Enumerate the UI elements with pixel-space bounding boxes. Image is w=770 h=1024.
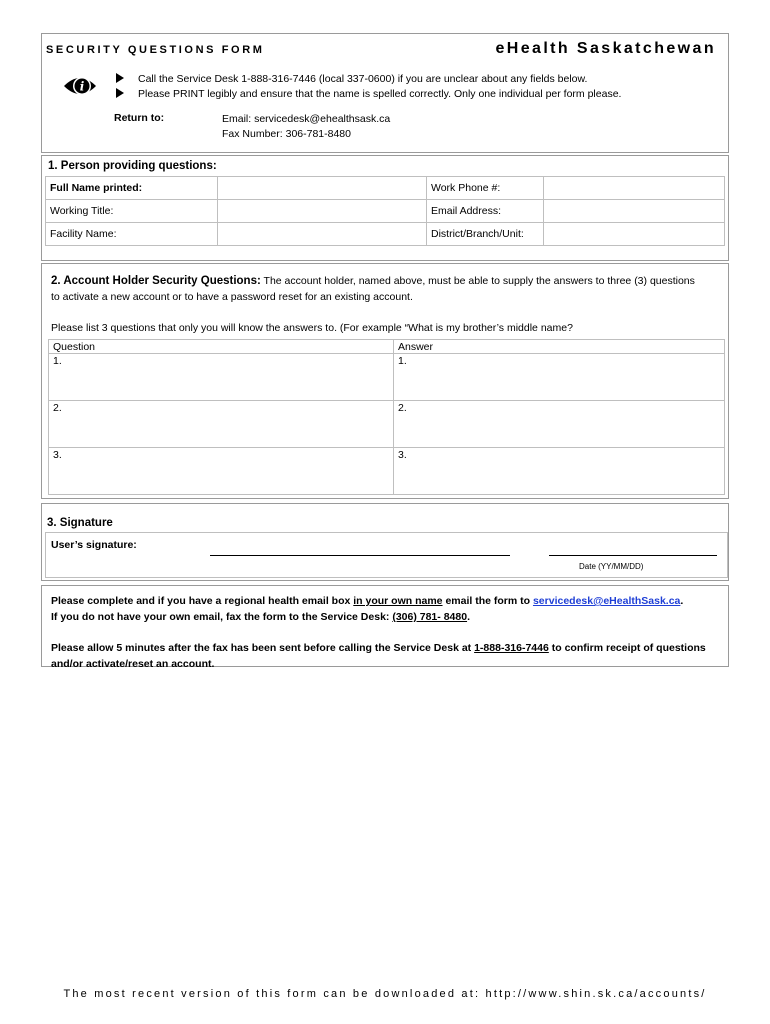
bullet-item: Call the Service Desk 1-888-316-7446 (local 337-0600) if you are unclear about any fields below. xyxy=(116,72,621,87)
info-icon xyxy=(62,68,98,104)
table-row xyxy=(46,177,725,200)
return-fax: Fax Number: 306-781-8480 xyxy=(222,128,351,140)
form-header xyxy=(41,33,729,153)
footer-download-note: The most recent version of this form can be downloaded at: http://www.shin.sk.ca/accounts/ xyxy=(63,988,707,1000)
facility-name-label: Facility Name: xyxy=(46,223,218,246)
table-header-row xyxy=(49,340,725,354)
notice-paragraph: Please complete and if you have a regional health email box in your own name email the form to servicedesk@eHealthSask.ca. If you do not have your own email, fax the form to the Service Desk: (306) 781- 8480. xyxy=(51,595,684,623)
working-title-label: Working Title: xyxy=(46,200,218,223)
email-address-field[interactable] xyxy=(544,200,725,223)
form-title: SECURITY QUESTIONS FORM xyxy=(46,44,265,56)
question-header: Question xyxy=(49,340,394,354)
work-phone-field[interactable] xyxy=(544,177,725,200)
triangle-bullet-icon xyxy=(116,88,124,98)
date-label: Date (YY/MM/DD) xyxy=(579,562,644,571)
form-page xyxy=(41,33,729,670)
bullet-item: Please PRINT legibly and ensure that the name is spelled correctly. Only one individual per form please. xyxy=(116,87,621,102)
example-text: Please list 3 questions that only you will know the answers to. (For example “What is my brother’s middle name? xyxy=(51,322,573,334)
email-address-label: Email Address: xyxy=(427,200,544,223)
answer-2-field[interactable]: 2. xyxy=(394,401,725,448)
answer-header: Answer xyxy=(394,340,725,354)
fax-number: (306) 781- 8480 xyxy=(392,611,468,623)
district-label: District/Branch/Unit: xyxy=(427,223,544,246)
return-to-contacts xyxy=(222,112,390,142)
svg-text:i: i xyxy=(79,79,85,94)
section-title: 1. Person providing questions: xyxy=(48,160,217,172)
answer-1-field[interactable]: 1. xyxy=(394,354,725,401)
full-name-label: Full Name printed: xyxy=(46,177,218,200)
district-field[interactable] xyxy=(544,223,725,246)
triangle-bullet-icon xyxy=(116,73,124,83)
intro-text: The account holder, named above, must be able to supply the answers to three (3) questions to activate a new account or to have a password reset for an existing account. xyxy=(51,275,695,303)
work-phone-label: Work Phone #: xyxy=(427,177,544,200)
instruction-bullets xyxy=(116,72,621,102)
return-email: Email: servicedesk@ehealthsask.ca xyxy=(222,113,391,125)
full-name-field[interactable] xyxy=(218,177,427,200)
working-title-field[interactable] xyxy=(218,200,427,223)
service-desk-phone: 1-888-316-7446 xyxy=(474,642,549,654)
signature-line[interactable] xyxy=(210,555,510,556)
section-title: 3. Signature xyxy=(47,517,113,529)
question-3-field[interactable]: 3. xyxy=(49,448,394,495)
date-line[interactable] xyxy=(549,555,717,556)
signature-label: User’s signature: xyxy=(51,539,137,551)
org-name: eHealth Saskatchewan xyxy=(495,40,716,57)
email-link[interactable]: servicedesk@eHealthSask.ca xyxy=(532,595,681,607)
person-table xyxy=(45,176,725,246)
section-title: 2. Account Holder Security Questions: xyxy=(51,275,261,287)
table-row xyxy=(49,448,725,495)
notice-paragraph: Please allow 5 minutes after the fax has been sent before calling the Service Desk at 1-888-316-7446 to confirm receipt of questions and/or activate/reset an account. xyxy=(51,642,706,670)
questions-table xyxy=(48,339,725,495)
question-1-field[interactable]: 1. xyxy=(49,354,394,401)
section-person xyxy=(41,155,729,261)
submission-notice xyxy=(41,585,729,670)
section-intro xyxy=(51,273,701,305)
section-signature xyxy=(41,503,729,581)
table-row xyxy=(46,223,725,246)
question-2-field[interactable]: 2. xyxy=(49,401,394,448)
answer-3-field[interactable]: 3. xyxy=(394,448,725,495)
section-security-questions xyxy=(41,263,729,499)
facility-name-field[interactable] xyxy=(218,223,427,246)
return-to-label: Return to: xyxy=(114,112,165,124)
table-row xyxy=(46,200,725,223)
table-row xyxy=(49,354,725,401)
table-row xyxy=(49,401,725,448)
signature-box xyxy=(45,532,728,578)
